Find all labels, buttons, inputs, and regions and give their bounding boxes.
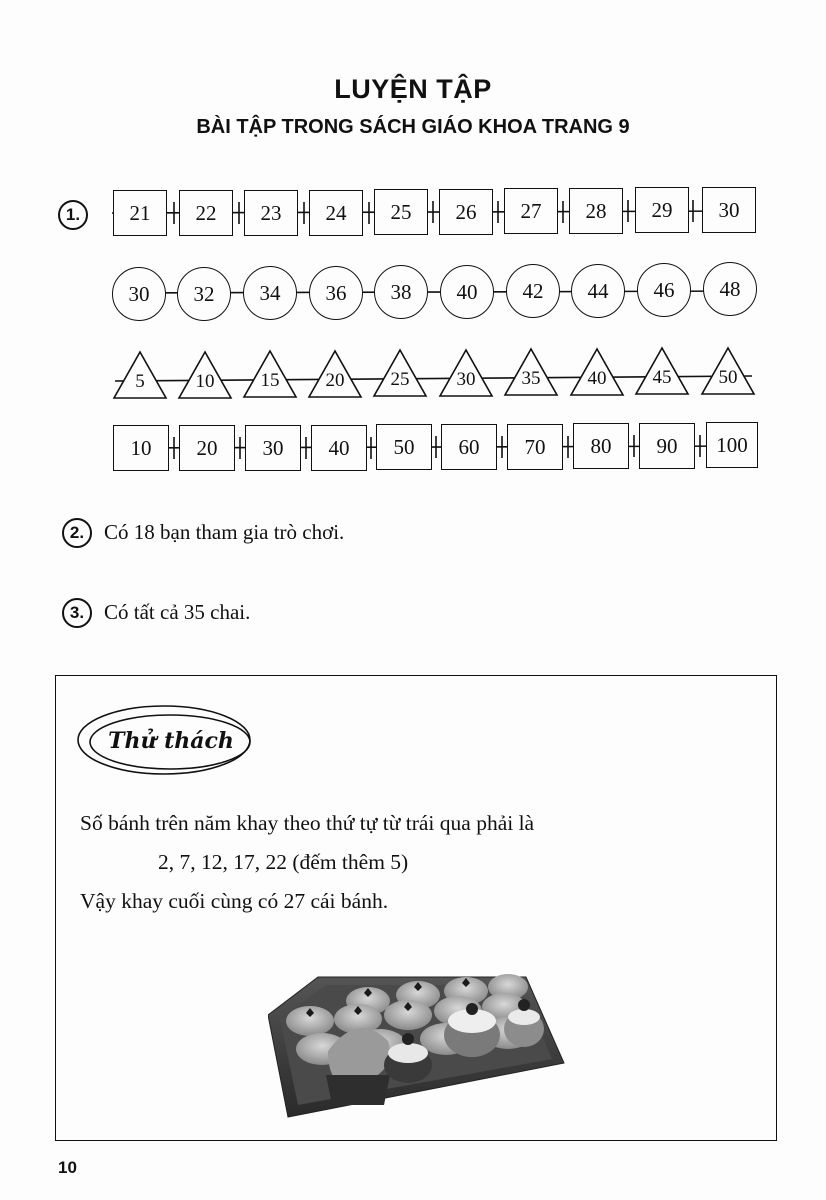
exercise-1-label: 1. bbox=[65, 205, 81, 224]
page-number: 10 bbox=[58, 1158, 77, 1177]
square-cell: 50 bbox=[376, 424, 432, 470]
square-cell: 70 bbox=[507, 424, 563, 470]
square-cell: 26 bbox=[439, 189, 493, 235]
exercise-3-label: 3. bbox=[69, 603, 85, 622]
triangle-cell: 30 bbox=[456, 369, 476, 390]
triangle-cell: 40 bbox=[587, 368, 607, 389]
exercise-3-answer: Có tất cả 35 chai. bbox=[104, 600, 251, 624]
square-cell: 21 bbox=[113, 190, 167, 236]
square-cell: 40 bbox=[311, 425, 367, 471]
square-cell: 60 bbox=[441, 424, 497, 470]
square-cell: 28 bbox=[569, 188, 623, 234]
square-cell: 30 bbox=[245, 425, 301, 471]
square-cell: 22 bbox=[179, 190, 233, 236]
square-cell: 24 bbox=[309, 190, 363, 236]
exercise-3-number bbox=[62, 598, 92, 628]
triangle-cell: 25 bbox=[390, 369, 410, 390]
square-cell: 20 bbox=[179, 425, 235, 471]
challenge-line-2: 2, 7, 12, 17, 22 (đếm thêm 5) bbox=[158, 850, 409, 874]
exercise-2-answer: Có 18 bạn tham gia trò chơi. bbox=[104, 520, 345, 544]
triangle-cell: 45 bbox=[652, 367, 672, 388]
challenge-line-3: Vậy khay cuối cùng có 27 cái bánh. bbox=[80, 889, 389, 913]
square-cell: 25 bbox=[374, 189, 428, 235]
circle-cell: 48 bbox=[703, 262, 757, 316]
square-cell: 80 bbox=[573, 423, 629, 469]
triangle-cell: 15 bbox=[260, 370, 280, 391]
circle-cell: 32 bbox=[177, 267, 231, 321]
circle-cell: 38 bbox=[374, 265, 428, 319]
circle-cell: 46 bbox=[637, 263, 691, 317]
square-cell: 27 bbox=[504, 188, 558, 234]
square-cell: 29 bbox=[635, 187, 689, 233]
exercise-2-number bbox=[62, 518, 92, 548]
square-cell: 30 bbox=[702, 187, 756, 233]
page-title: LUYỆN TẬP bbox=[334, 74, 492, 104]
triangle-cell: 50 bbox=[718, 367, 738, 388]
sequence-rows bbox=[0, 0, 826, 500]
square-cell: 10 bbox=[113, 425, 169, 471]
triangle-cell: 35 bbox=[521, 368, 541, 389]
triangle-cell: 10 bbox=[195, 371, 215, 392]
triangle-cell: 20 bbox=[325, 370, 345, 391]
circle-cell: 42 bbox=[506, 264, 560, 318]
cupcake-tray-image bbox=[268, 955, 568, 1125]
challenge-badge-label: Thử thách bbox=[108, 728, 234, 754]
exercise-2-label: 2. bbox=[69, 523, 85, 542]
circle-cell: 40 bbox=[440, 265, 494, 319]
triangle-cell: 5 bbox=[135, 371, 145, 392]
circle-cell: 30 bbox=[112, 267, 166, 321]
square-cell: 90 bbox=[639, 423, 695, 469]
page-subtitle: BÀI TẬP TRONG SÁCH GIÁO KHOA TRANG 9 bbox=[196, 116, 630, 138]
circle-cell: 34 bbox=[243, 266, 297, 320]
circle-cell: 44 bbox=[571, 264, 625, 318]
circle-cell: 36 bbox=[309, 266, 363, 320]
challenge-line-1: Số bánh trên năm khay theo thứ tự từ trái qua phải là bbox=[80, 811, 535, 835]
square-cell: 100 bbox=[706, 422, 758, 468]
square-cell: 23 bbox=[244, 190, 298, 236]
